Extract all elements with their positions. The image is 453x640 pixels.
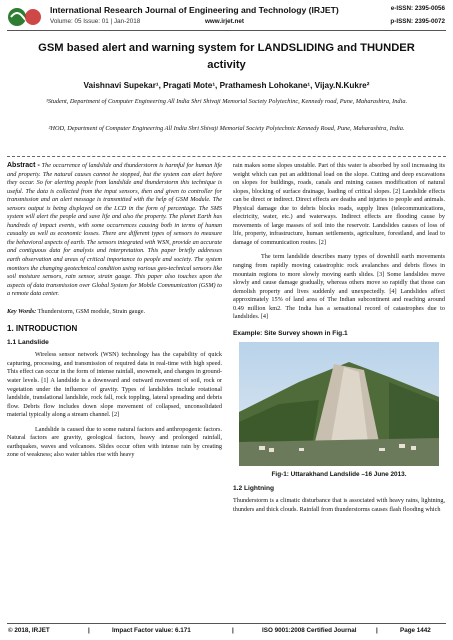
footer-copyright: © 2018, IRJET	[8, 627, 50, 634]
footer-rule	[7, 623, 446, 624]
journal-name: International Research Journal of Engineering and Technology (IRJET)	[50, 5, 339, 15]
footer-separator: |	[232, 627, 234, 634]
figure-caption: Fig-1: Uttarakhand Landslide –16 June 2013.	[271, 471, 407, 479]
keywords	[7, 308, 222, 317]
landslide-photo	[239, 342, 439, 466]
volume-issue: Volume: 05 Issue: 01 | Jan-2018	[50, 18, 141, 25]
abstract	[7, 162, 222, 299]
irjet-logo	[7, 5, 43, 29]
subsection-heading-lightning: 1.2 Lightning	[233, 484, 275, 492]
website: www.irjet.net	[205, 18, 244, 25]
abstract-label: Abstract -	[7, 162, 40, 169]
pissn: p-ISSN: 2395-0072	[390, 18, 445, 25]
paragraph: The term landslide describes many types of downhill earth movements ranging from rapidly moving catastrophic rock avalanches and debris flows in mountain regions to more slowly moving earth slides. [3] Some landslides move slowly and cause damage gradually, whereas others move so rapidly that those can demolish property and lives suddenly and unexpectedly. [4] Landslides affect approximately 15% of land area of The Indian subcontinent and reaching around 0.49 million km2. The India has a sensational record of catastrophes due to landslides. [4]	[233, 253, 445, 321]
abstract-text: The occurrence of landslide and thunderstorm is harmful for human life and property. The natural causes cannot be stopped, but the system can alert before they occur. So for alerting people from landslide and thunderstorm this technique is useful. The data is collected from the input sensors, then and given to controller for transmission and an alert message is transmitted with the help of GSM Module. The sensors output is being displayed on the LCD in the form of percentage. The SMS system will alert the people and save life and also the property. The planet Earth has hundreds of impact events, with some occurrences causing both in terms of human casualty as well as economic losses. There are different types of sensors to measure the behavioral aspects of earth. The sensors integrated with WSN, provide an accurate and contiguous data for analysis and interpretation. This paper briefly addresses earth observation and areas of critical importance to people and society. The system monitors the changing geotechnical condition using various geo-technical sensors like soil moisture sensors, rain sensor, strain gauge. This paper also touches upon the aspects of data transmission over Global System for Mobile Communication (GSM) to a remote data center.	[7, 162, 222, 298]
right-column	[233, 162, 445, 515]
separator	[7, 156, 446, 157]
footer-iso: ISO 9001:2008 Certified Journal	[262, 627, 357, 634]
paragraph: Wireless sensor network (WSN) technology has the capability of quick capturing, processing, and transmission of required data in real-time with high speed. This effect can occur in the form of intense rainfall, snowmelt, and changes in ground-water levels. [1] A landslide is a downward and outward movement of soil, rock or vegetation under the influence of gravity. Types of landslides include rotational landslide, translational landslide, rock fall, rock toppling, lateral spreading and debris flow. Debris flow includes down slope movement of collapsed, unconsolidated material typically along a stream channel. [2]	[7, 351, 222, 419]
paragraph: Thunderstorm is a climatic disturbance that is associated with heavy rains, lightning, thunders and thick clouds. Rainfall from thunderstorms causes flash flooding which	[233, 497, 445, 514]
section-heading-introduction: 1. INTRODUCTION	[7, 324, 78, 334]
footer-page-number: Page 1442	[400, 627, 431, 634]
affiliation-2: ²HOD, Department of Computer Engineering All India Shri Shivaji Memorial Society Polytechnic Kennedy Road, Pune, Maharashtra, India.	[48, 125, 405, 132]
footer-separator: |	[88, 627, 90, 634]
footer-separator: |	[376, 627, 378, 634]
footer-impact-factor: Impact Factor value: 6.171	[112, 627, 191, 634]
subsection-heading-landslide: 1.1 Landslide	[7, 338, 49, 346]
author-list: Vaishnavi Supekar¹, Pragati Mote¹, Prathamesh Lohokane¹, Vijay.N.Kukre²	[83, 81, 370, 90]
keywords-label: Key Words:	[7, 307, 37, 315]
paragraph: Landslide is caused due to some natural factors and anthropogenic factors. Natural factors are gravity, geological factors, heavy and prolonged rainfall, earthquakes, waves and volcanoes. Slides occur often with intense rain by creating zone of weakness; also water tables rise with heavy	[7, 425, 222, 459]
header-rule	[7, 30, 446, 31]
left-column	[7, 162, 222, 460]
eissn: e-ISSN: 2395-0056	[390, 5, 445, 12]
affiliation-1: ¹Student, Department of Computer Engineering All India Shri Shivaji Memorial Society Polytechinc, Kennedy road, Pune, Maharashtra, India.	[45, 98, 408, 105]
paper-title: GSM based alert and warning system for LANDSLIDING and THUNDER activity	[38, 42, 415, 71]
paragraph: rain makes some slopes unstable. Part of this water is absorbed by soil increasing its weight which can put an additional load on the slope. Cutting and deep excavations on slopes for buildings, roads, canals and mining causes modification of natural slopes, blocking of surface drainage, loading of critical slopes. [2] Landslide effects can be direct or indirect. Direct effects are deaths and injuries to people and animals. Physical damage due to debris blocks roads, supply lines (telecommunications, electricity, water, etc.) and waterways. Indirect effects are flooding cause by movements of large masses of soil into the reservoir. Landslides causes of loss of life, property, infrastructure, human settlements, agriculture, forestland, and lead to damage of communication routes. [2]	[233, 162, 445, 246]
example-label: Example: Site Survey shown in Fig.1	[233, 329, 348, 337]
keywords-text: Thunderstorm, GSM module, Strain gauge.	[36, 307, 146, 315]
